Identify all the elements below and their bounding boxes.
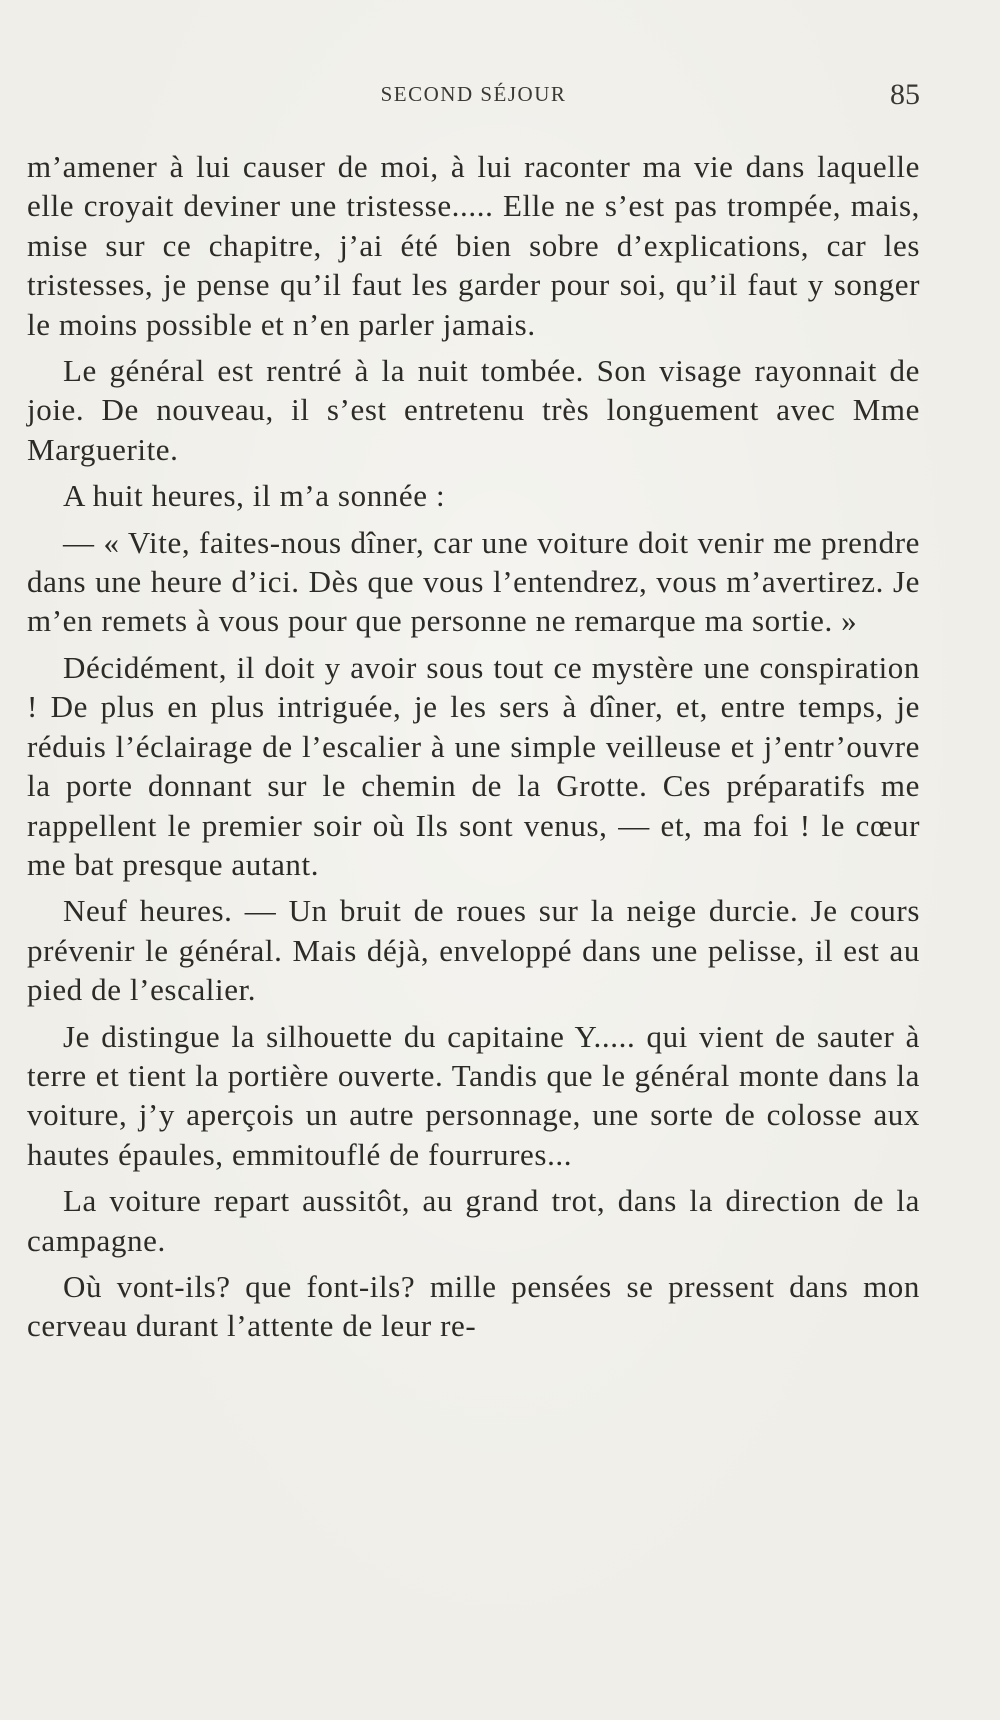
paragraph-8: La voiture repart aussitôt, au grand trot, dans la direction de la campagne. [27,1183,920,1258]
paragraph-6: Neuf heures. — Un bruit de roues sur la neige durcie. Je cours prévenir le général. Mais déjà, enveloppé dans une pelisse, il est au pied de l’escalier. [27,893,920,1008]
running-head [27,78,920,116]
running-title: SECOND SÉJOUR [380,82,567,106]
paragraph-9: Où vont-ils? que font-ils? mille pensées se pressent dans mon cerveau durant l’attente de leur re- [27,1268,920,1344]
paragraph-5: Décidément, il doit y avoir sous tout ce mystère une conspiration ! De plus en plus intriguée, je les sers à dîner, et, entre temps, je réduis l’éclairage de l’escalier à une simple veilleuse et j’entr’ouvre la porte donnant sur le chemin de la Grotte. Ces préparatifs me rappellent le premier soir où Ils sont venus, — et, ma foi ! le cœur me bat presque autant. [27,649,920,882]
paragraph-3: A huit heures, il m’a sonnée : [63,478,446,514]
paragraph-7: Je distingue la silhouette du capitaine Y..... qui vient de sauter à terre et tient la portière ouverte. Tandis que le général monte dans la voiture, j’y aperçois un autre personnage, une sorte de colosse aux hautes épaules, emmitouflé de fourrures... [27,1018,920,1172]
paragraph-1: m’amener à lui causer de moi, à lui raconter ma vie dans laquelle elle croyait deviner une tristesse..... Elle ne s’est pas trompée, mais, mise sur ce chapitre, j’ai été bien sobre d’explications, car les tristesses, je pense qu’il faut les garder pour soi, qu’il faut y songer le moins possible et n’en parler jamais. [27,149,920,342]
body-text [27,147,920,1353]
paragraph-2: Le général est rentré à la nuit tombée. Son visage rayonnait de joie. De nouveau, il s’est entretenu très longuement avec Mme Marguerite. [27,353,920,467]
paragraph-4: — « Vite, faites-nous dîner, car une voiture doit venir me prendre dans une heure d’ici. Dès que vous l’entendrez, vous m’avertirez. Je m’en remets à vous pour que personne ne remarque ma sortie. » [27,524,920,639]
page-number: 85 [890,78,920,111]
